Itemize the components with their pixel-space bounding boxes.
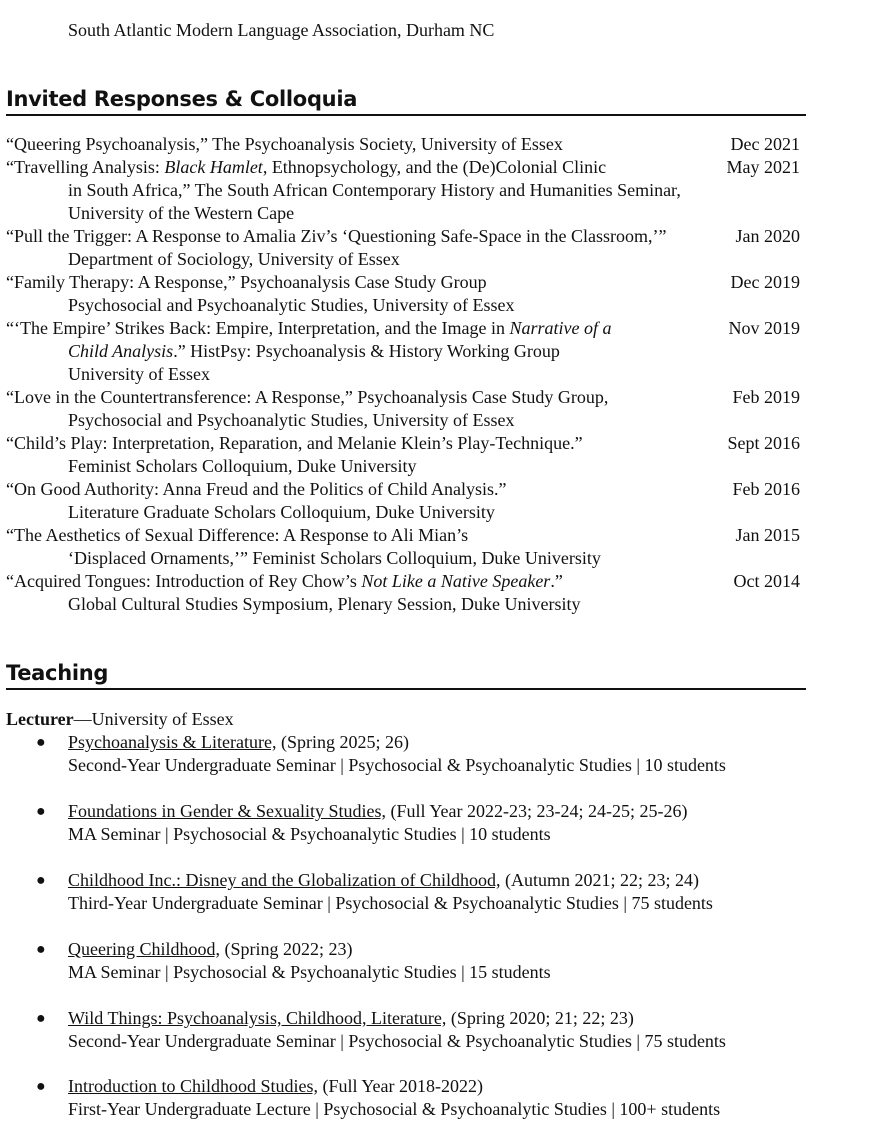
entry-continuation: Psychosocial and Psychoanalytic Studies, University of Essex <box>68 410 515 430</box>
invited-list <box>6 133 806 616</box>
list-item <box>6 271 806 317</box>
entry-date: Sept 2016 <box>727 433 800 453</box>
entry-continuation: Literature Graduate Scholars Colloquium, Duke University <box>68 502 495 522</box>
course-detail: Second-Year Undergraduate Seminar | Psychosocial & Psychoanalytic Studies | 75 students <box>68 1031 726 1051</box>
section-title-teaching: Teaching <box>6 661 109 685</box>
entry-title: “On Good Authority: Anna Freud and the Politics of Child Analysis.” <box>6 479 507 499</box>
list-item <box>6 133 806 156</box>
section-teaching <box>6 660 806 690</box>
list-item <box>6 570 806 616</box>
bullet-icon: ● <box>36 734 46 751</box>
course-terms: (Full Year 2022-23; 23-24; 24-25; 25-26) <box>385 801 688 821</box>
entry-continuation: University of the Western Cape <box>68 203 295 223</box>
course-title-link[interactable]: Introduction to Childhood Studies, <box>68 1076 318 1096</box>
bullet-icon: ● <box>36 941 46 958</box>
entry-date: Feb 2019 <box>732 387 800 407</box>
entry-title: “Family Therapy: A Response,” Psychoanalysis Case Study Group <box>6 272 487 292</box>
entry-title: “Love in the Countertransference: A Response,” Psychoanalysis Case Study Group, <box>6 387 609 407</box>
entry-continuation: Department of Sociology, University of Essex <box>68 249 400 269</box>
section-rule <box>6 688 806 690</box>
course-title-link[interactable]: Queering Childhood, <box>68 939 220 959</box>
list-item <box>6 317 806 386</box>
bullet-icon: ● <box>36 872 46 889</box>
list-item <box>6 478 806 524</box>
entry-title: “Travelling Analysis: Black Hamlet, Ethnopsychology, and the (De)Colonial Clinic <box>6 157 607 177</box>
entry-continuation: University of Essex <box>68 364 210 384</box>
lecturer-heading: Lecturer—University of Essex <box>6 709 234 729</box>
entry-title: “Child’s Play: Interpretation, Reparation, and Melanie Klein’s Play-Technique.” <box>6 433 583 453</box>
entry-continuation: ‘Displaced Ornaments,’” Feminist Scholars Colloquium, Duke University <box>68 548 601 568</box>
list-item <box>6 156 806 225</box>
course-title-link[interactable]: Psychoanalysis & Literature, <box>68 732 277 752</box>
course-terms: (Spring 2020; 21; 22; 23) <box>446 1008 634 1028</box>
course-detail: MA Seminar | Psychosocial & Psychoanalytic Studies | 10 students <box>68 824 551 844</box>
entry-date: Dec 2021 <box>730 134 800 154</box>
section-rule <box>6 114 806 116</box>
course-title-link[interactable]: Childhood Inc.: Disney and the Globalization of Childhood, <box>68 870 501 890</box>
course-terms: (Spring 2025; 26) <box>276 732 409 752</box>
entry-title: “‘The Empire’ Strikes Back: Empire, Interpretation, and the Image in Narrative of a <box>6 318 612 338</box>
entry-title: “Queering Psychoanalysis,” The Psychoanalysis Society, University of Essex <box>6 134 563 154</box>
course-detail: First-Year Undergraduate Lecture | Psychosocial & Psychoanalytic Studies | 100+ students <box>68 1099 721 1119</box>
course-title-link[interactable]: Foundations in Gender & Sexuality Studies, <box>68 801 386 821</box>
course-terms: (Autumn 2021; 22; 23; 24) <box>500 870 699 890</box>
section-title-invited: Invited Responses & Colloquia <box>6 87 358 111</box>
course-terms: (Full Year 2018-2022) <box>318 1076 483 1096</box>
list-item <box>6 432 806 478</box>
bullet-icon: ● <box>36 1010 46 1027</box>
entry-date: Dec 2019 <box>730 272 800 292</box>
entry-continuation: Feminist Scholars Colloquium, Duke University <box>68 456 417 476</box>
list-item <box>6 225 806 271</box>
entry-title: “Pull the Trigger: A Response to Amalia Ziv’s ‘Questioning Safe-Space in the Classroom,’” <box>6 226 667 246</box>
course-terms: (Spring 2022; 23) <box>219 939 353 959</box>
list-item <box>6 386 806 432</box>
entry-date: Jan 2020 <box>735 226 800 246</box>
entry-continuation: in South Africa,” The South African Contemporary History and Humanities Seminar, <box>68 180 681 200</box>
course-detail: Third-Year Undergraduate Seminar | Psychosocial & Psychoanalytic Studies | 75 students <box>68 893 713 913</box>
course-detail: Second-Year Undergraduate Seminar | Psychosocial & Psychoanalytic Studies | 10 students <box>68 755 726 775</box>
entry-date: Feb 2016 <box>732 479 800 499</box>
entry-title: “Acquired Tongues: Introduction of Rey Chow’s Not Like a Native Speaker.” <box>6 571 563 591</box>
entry-title: “The Aesthetics of Sexual Difference: A Response to Ali Mian’s <box>6 525 469 545</box>
course-detail: MA Seminar | Psychosocial & Psychoanalytic Studies | 15 students <box>68 962 551 982</box>
list-item <box>6 524 806 570</box>
previous-entry-line: South Atlantic Modern Language Association, Durham NC <box>68 20 495 40</box>
entry-date: Jan 2015 <box>735 525 800 545</box>
bullet-icon: ● <box>36 1078 46 1095</box>
course-title-link[interactable]: Wild Things: Psychoanalysis, Childhood, Literature, <box>68 1008 447 1028</box>
entry-continuation: Child Analysis.” HistPsy: Psychoanalysis & History Working Group <box>68 341 560 361</box>
section-invited <box>6 86 806 116</box>
entry-date: Oct 2014 <box>733 571 800 591</box>
entry-continuation: Psychosocial and Psychoanalytic Studies, University of Essex <box>68 295 515 315</box>
bullet-icon: ● <box>36 803 46 820</box>
entry-date: May 2021 <box>726 157 800 177</box>
entry-date: Nov 2019 <box>728 318 800 338</box>
entry-continuation: Global Cultural Studies Symposium, Plenary Session, Duke University <box>68 594 581 614</box>
